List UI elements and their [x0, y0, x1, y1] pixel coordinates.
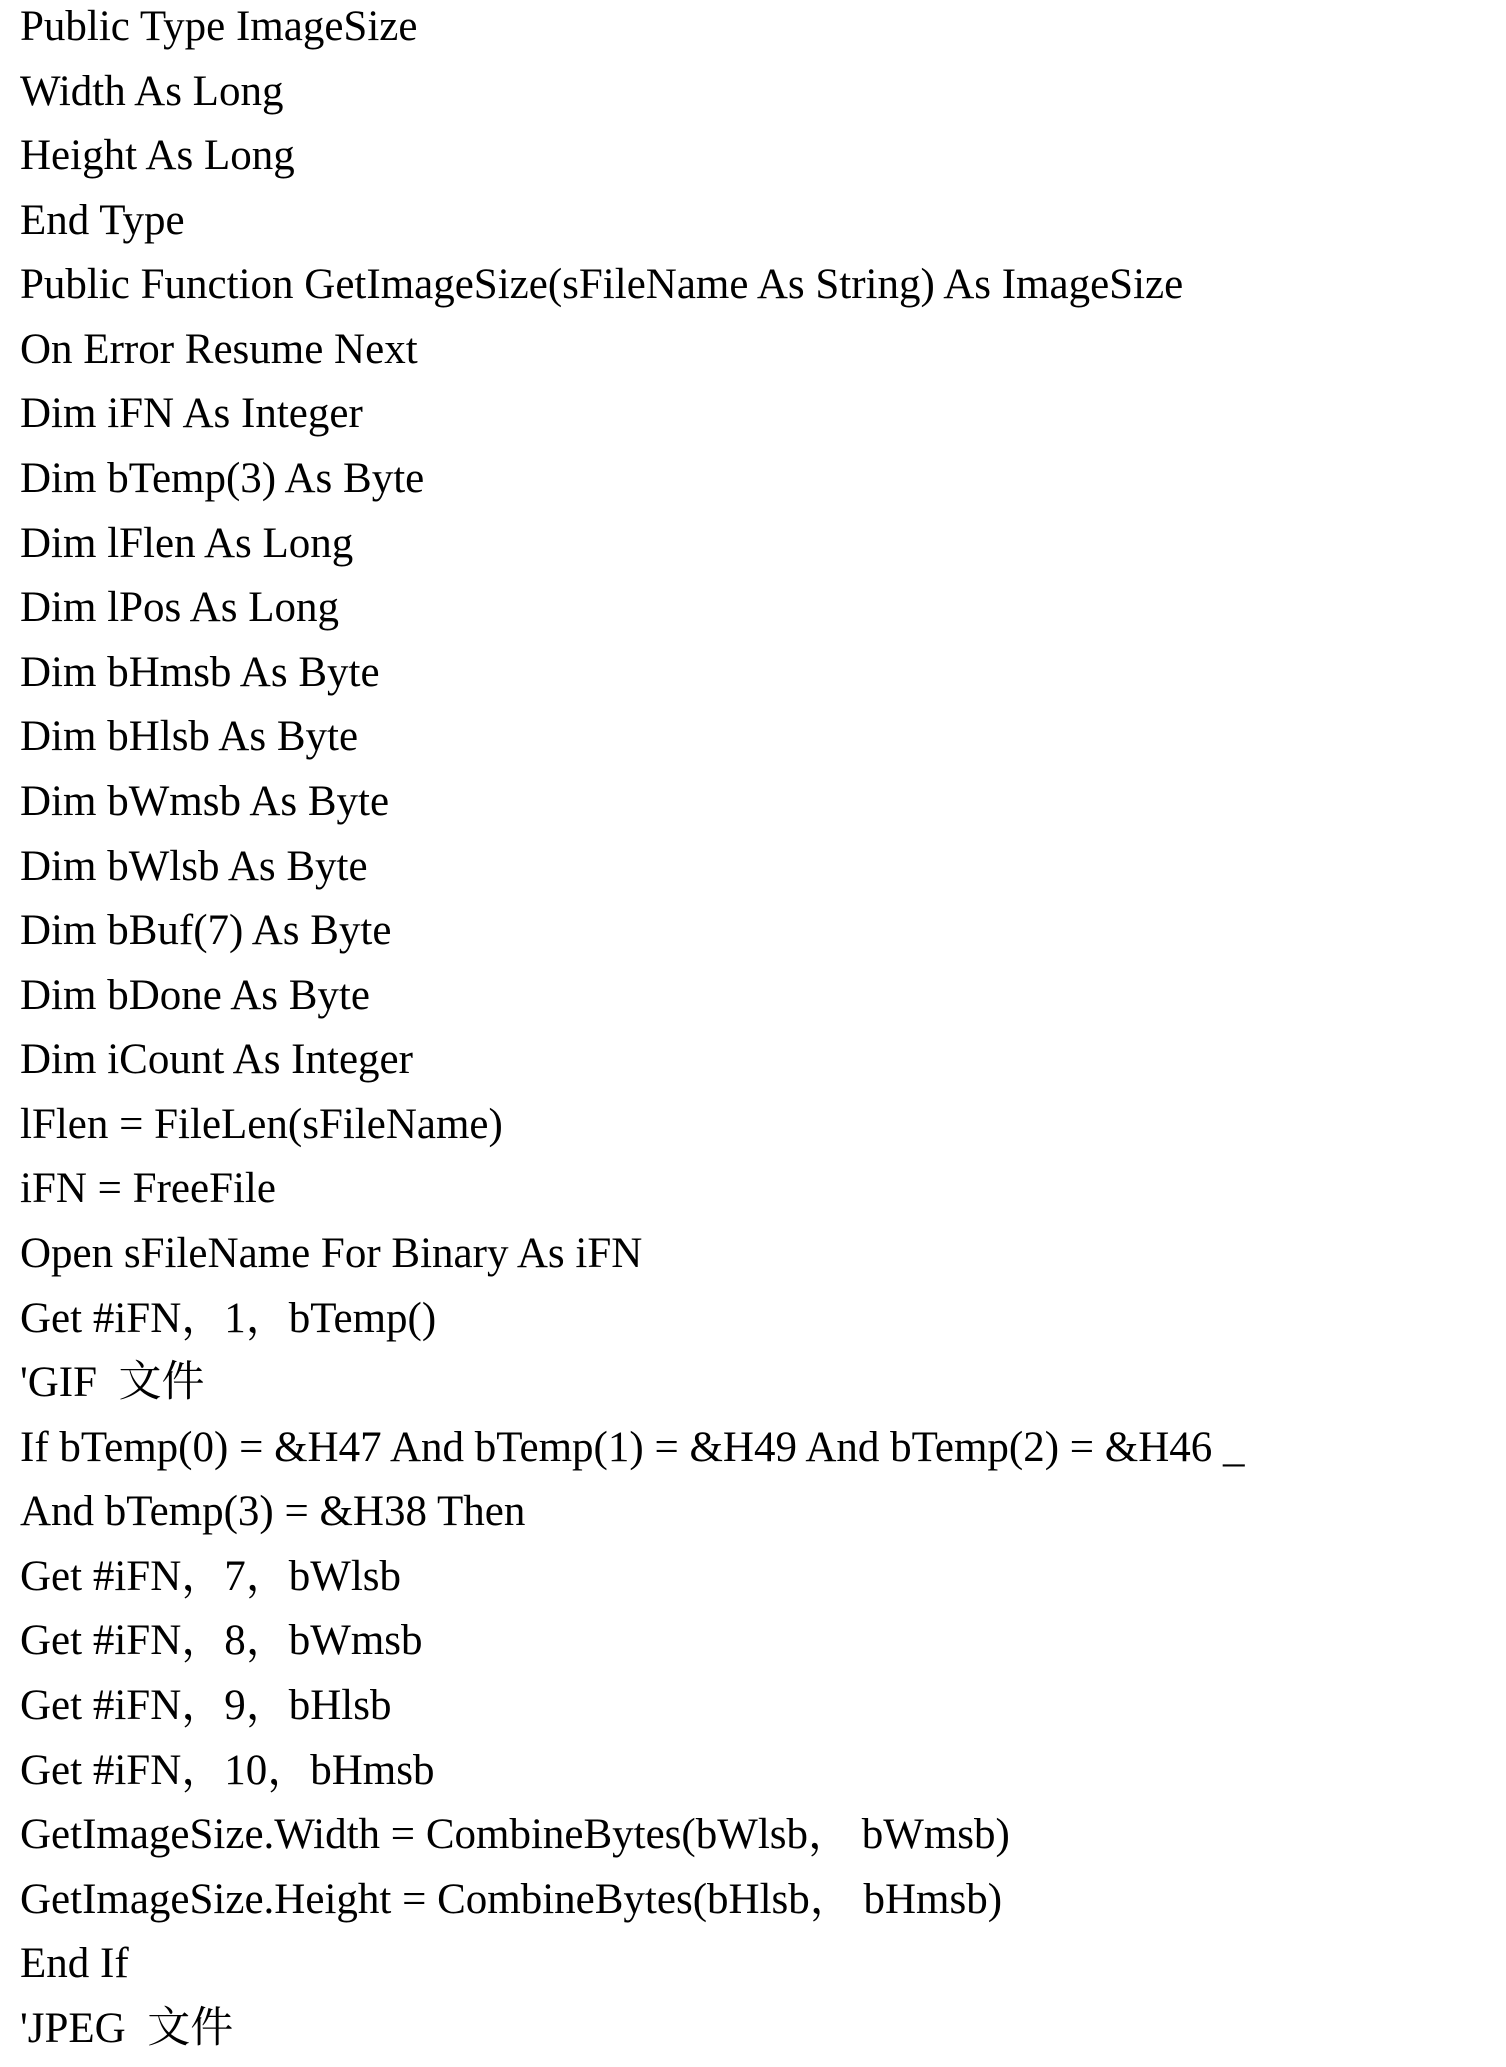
code-line: Dim bHmsb As Byte — [20, 648, 380, 696]
code-line: End Type — [20, 196, 185, 244]
code-line: Public Type ImageSize — [20, 3, 418, 50]
code-line: Dim iFN As Integer — [20, 390, 363, 438]
code-line: Get #iFN，9，bHlsb — [20, 1682, 392, 1730]
code-line: Get #iFN，10，bHmsb — [20, 1746, 435, 1794]
code-line-comment-jpeg: 'JPEG 文件 — [20, 2004, 234, 2052]
code-line-comment-gif: 'GIF 文件 — [20, 1359, 205, 1407]
code-line: Width As Long — [20, 67, 284, 115]
code-line: GetImageSize.Height = CombineBytes(bHlsb， bHmsb) — [20, 1875, 1003, 1923]
code-line: Dim bWmsb As Byte — [20, 777, 390, 825]
code-line: Dim bDone As Byte — [20, 971, 370, 1019]
code-line: Open sFileName For Binary As iFN — [20, 1229, 643, 1277]
code-line: On Error Resume Next — [20, 325, 418, 373]
code-line: Dim bWlsb As Byte — [20, 842, 368, 890]
code-line: Dim lFlen As Long — [20, 519, 354, 567]
code-line: Dim bBuf(7) As Byte — [20, 907, 392, 955]
code-line: End If — [20, 1940, 129, 1988]
code-line: GetImageSize.Width = CombineBytes(bWlsb， bWmsb) — [20, 1811, 1010, 1859]
code-line: Dim iCount As Integer — [20, 1036, 413, 1084]
code-line: Public Function GetImageSize(sFileName As String) As ImageSize — [20, 261, 1184, 309]
code-line: Height As Long — [20, 132, 295, 180]
code-line: And bTemp(3) = &H38 Then — [20, 1488, 526, 1536]
code-line: Get #iFN，8，bWmsb — [20, 1617, 423, 1665]
code-line: Dim bHlsb As Byte — [20, 713, 359, 761]
code-line: Get #iFN，7，bWlsb — [20, 1552, 402, 1600]
code-line: Dim lPos As Long — [20, 584, 339, 632]
code-line: Get #iFN，1，bTemp() — [20, 1294, 437, 1342]
code-line: If bTemp(0) = &H47 And bTemp(1) = &H49 And bTemp(2) = &H46 _ — [20, 1423, 1245, 1471]
code-line: lFlen = FileLen(sFileName) — [20, 1100, 503, 1148]
code-line: Dim bTemp(3) As Byte — [20, 455, 425, 503]
code-line: iFN = FreeFile — [20, 1165, 276, 1213]
